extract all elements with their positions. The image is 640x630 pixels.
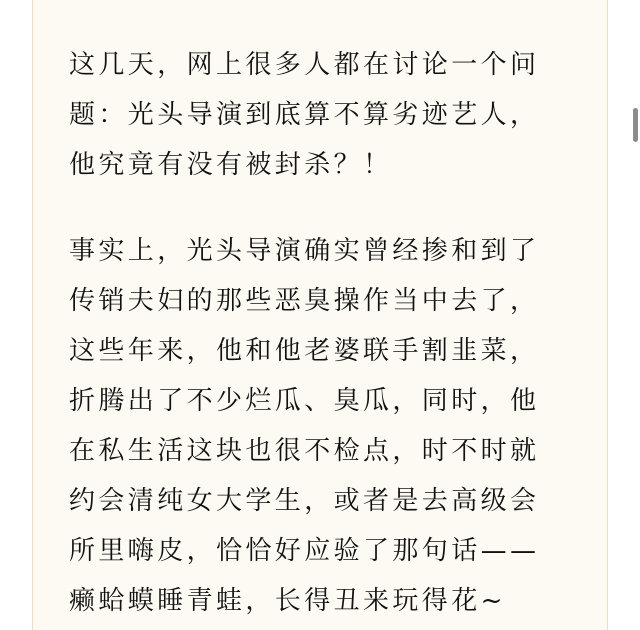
scrollbar-thumb[interactable] [633,108,638,142]
text-line: 癞蛤蟆睡青蛙，长得丑来玩得花~ [69,586,506,616]
paragraph-1 [69,40,579,190]
text-line: 约会清纯女大学生，或者是去高级会 [69,486,540,516]
text-line: 这些年来，他和他老婆联手割韭菜， [69,336,540,366]
paragraph-2 [69,226,579,626]
text-line: 这几天，网上很多人都在讨论一个问 [69,50,540,80]
text-line: 折腾出了不少烂瓜、臭瓜，同时，他 [69,386,540,416]
text-line: 在私生活这块也很不检点，时不时就 [69,436,540,466]
text-line: 传销夫妇的那些恶臭操作当中去了， [69,286,540,316]
text-line: 他究竟有没有被封杀？！ [69,150,393,180]
text-line: 所里嗨皮，恰恰好应验了那句话—— [69,536,540,566]
text-line: 题：光头导演到底算不算劣迹艺人， [69,100,540,130]
text-line: 事实上，光头导演确实曾经掺和到了 [69,236,540,266]
article-page [32,0,608,630]
article-body [69,40,579,626]
